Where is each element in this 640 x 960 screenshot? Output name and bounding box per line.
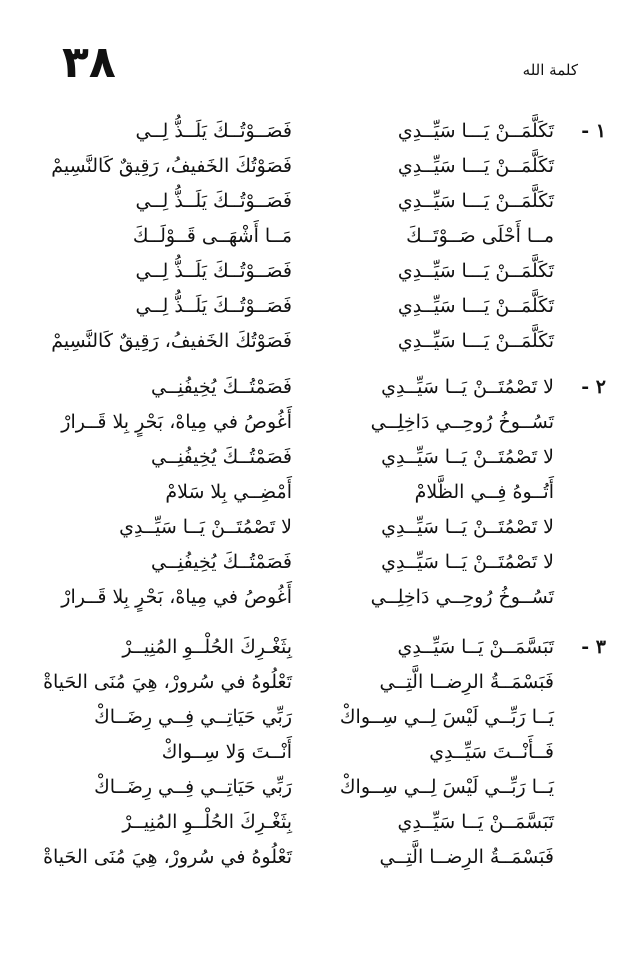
right-hemistich: لا تَصْمُتَــنْ يَــا سَيِّــدِي <box>381 551 554 573</box>
left-hemistich: تَعْلُوهُ في سُرورْ، هِيَ مُنَى الحَياةْ <box>43 846 292 868</box>
page-number: ٣٨ <box>62 37 116 88</box>
verse-line <box>0 324 640 359</box>
verse-line <box>0 289 640 324</box>
verse-line <box>0 580 640 615</box>
left-hemistich: لا تَصْمُتَــنْ يَــا سَيِّــدِي <box>119 516 292 538</box>
left-hemistich: تَعْلُوهُ في سُرورْ، هِيَ مُنَى الحَياةْ <box>43 671 292 693</box>
right-hemistich: فَبَسْمَــةُ الرِضــا الَّتِــي <box>379 846 554 868</box>
right-hemistich: لا تَصْمُتَــنْ يَــا سَيِّــدِي <box>381 376 554 398</box>
left-hemistich: فَصَــوْتُــكَ يَلَــذُّ لِــي <box>135 295 292 317</box>
left-hemistich: فَصَمْتُــكَ يُخِيفُنِــي <box>150 446 292 468</box>
right-hemistich: تَكَلَّمَــنْ يَـــا سَيِّــدِي <box>397 260 554 282</box>
verse-line <box>0 254 640 289</box>
right-hemistich: تَبَسَّمَــنْ يَــا سَيِّــدِي <box>397 811 554 833</box>
stanza-number: ١ - <box>581 120 606 142</box>
verse-line <box>0 770 640 805</box>
verse-line <box>0 805 640 840</box>
right-hemistich: لا تَصْمُتَــنْ يَــا سَيِّــدِي <box>381 516 554 538</box>
stanza-number: ٢ - <box>581 376 606 398</box>
left-hemistich: أَغُوصُ في مِياهْ، بَحْرٍ بِلا قَــرارْ <box>61 411 292 433</box>
right-hemistich: تَسُــوخُ رُوحِــي دَاخِلِــي <box>370 411 554 433</box>
right-hemistich: يَــا رَبِّــي لَيْسَ لِــي سِــواكْ <box>339 706 554 728</box>
verse-line <box>0 840 640 875</box>
stanza-2 <box>0 370 640 615</box>
verse-line <box>0 219 640 254</box>
verse-line <box>0 735 640 770</box>
left-hemistich: فَصَمْتُــكَ يُخِيفُنِــي <box>150 376 292 398</box>
right-hemistich: تَبَسَّمَــنْ يَــا سَيِّــدِي <box>397 636 554 658</box>
right-hemistich: لا تَصْمُتَــنْ يَــا سَيِّــدِي <box>381 446 554 468</box>
verse-line <box>0 184 640 219</box>
left-hemistich: فَصَوْتُكَ الخَفيفُ، رَقِيقٌ كَالنَّسِيمْ <box>51 330 292 352</box>
right-hemistich: تَكَلَّمَــنْ يَـــا سَيِّــدِي <box>397 155 554 177</box>
running-title: كلمة الله <box>522 61 578 79</box>
right-hemistich: تَسُــوخُ رُوحِــي دَاخِلِــي <box>370 586 554 608</box>
left-hemistich: مَــا أَشْهَــى قَــوْلَــكَ <box>132 225 292 247</box>
verse-line <box>0 114 640 149</box>
left-hemistich: فَصَــوْتُــكَ يَلَــذُّ لِــي <box>135 260 292 282</box>
right-hemistich: مــا أَحْلَى صَــوْتَــكَ <box>406 225 554 247</box>
left-hemistich: بِثَغْـرِكَ الحُلْــوِ المُنِيــرْ <box>122 636 292 658</box>
right-hemistich: يَــا رَبِّــي لَيْسَ لِــي سِــواكْ <box>339 776 554 798</box>
verse-line <box>0 440 640 475</box>
left-hemistich: فَصَمْتُــكَ يُخِيفُنِــي <box>150 551 292 573</box>
left-hemistich: فَصَــوْتُــكَ يَلَــذُّ لِــي <box>135 120 292 142</box>
left-hemistich: رَبِّي حَيَاتِــي فِــي رِضَــاكْ <box>94 706 292 728</box>
verse-line <box>0 665 640 700</box>
right-hemistich: فَبَسْمَــةُ الرِضــا الَّتِــي <box>379 671 554 693</box>
stanza-1 <box>0 114 640 359</box>
left-hemistich: أَمْضِــي بِلا سَلامْ <box>165 481 292 503</box>
left-hemistich: أَنْــتَ وَلا سِــواكْ <box>161 741 292 763</box>
verse-line <box>0 149 640 184</box>
stanza-3 <box>0 630 640 875</box>
left-hemistich: أَغُوصُ في مِياهْ، بَحْرٍ بِلا قَــرارْ <box>61 586 292 608</box>
verse-line <box>0 370 640 405</box>
verse-line <box>0 700 640 735</box>
verse-line <box>0 510 640 545</box>
verse-line <box>0 545 640 580</box>
verse-line <box>0 630 640 665</box>
right-hemistich: تَكَلَّمَــنْ يَـــا سَيِّــدِي <box>397 190 554 212</box>
verse-line <box>0 405 640 440</box>
stanza-number: ٣ - <box>581 636 606 658</box>
right-hemistich: فَــأَنْــتَ سَيِّــدِي <box>429 741 554 763</box>
right-hemistich: تَكَلَّمَــنْ يَـــا سَيِّــدِي <box>397 330 554 352</box>
verse-line <box>0 475 640 510</box>
left-hemistich: فَصَــوْتُــكَ يَلَــذُّ لِــي <box>135 190 292 212</box>
right-hemistich: تَكَلَّمَــنْ يَـــا سَيِّــدِي <box>397 120 554 142</box>
right-hemistich: أَتُــوهُ فِــي الظَّلامْ <box>414 481 554 503</box>
left-hemistich: فَصَوْتُكَ الخَفيفُ، رَقِيقٌ كَالنَّسِيمْ <box>51 155 292 177</box>
left-hemistich: رَبِّي حَيَاتِــي فِــي رِضَــاكْ <box>94 776 292 798</box>
left-hemistich: بِثَغْـرِكَ الحُلْــوِ المُنِيــرْ <box>122 811 292 833</box>
right-hemistich: تَكَلَّمَــنْ يَـــا سَيِّــدِي <box>397 295 554 317</box>
